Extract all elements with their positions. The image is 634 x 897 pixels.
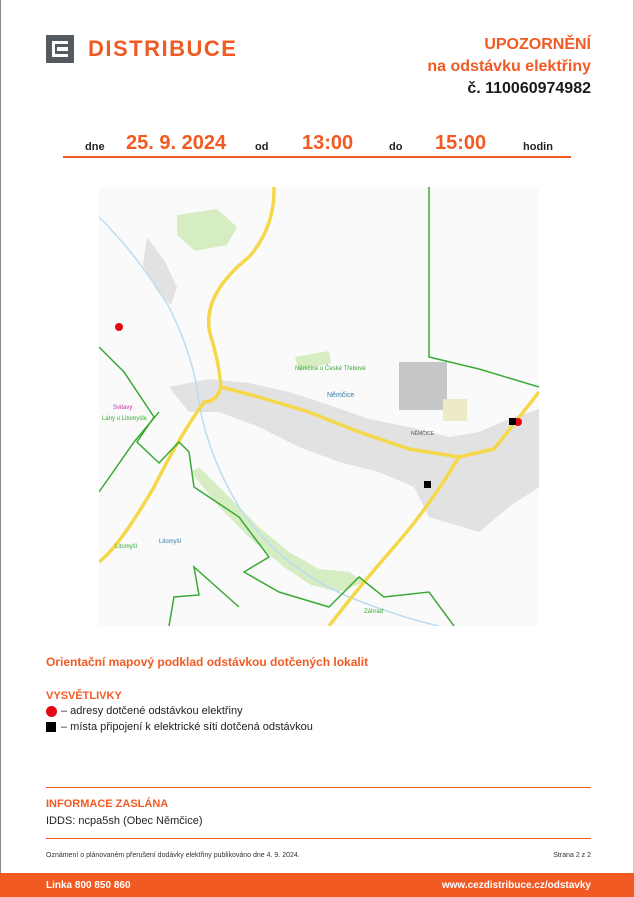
legend-item-text: – adresy dotčené odstávkou elektřiny xyxy=(61,705,243,717)
info-text: IDDS: ncpa5sh (Obec Němčice) xyxy=(46,815,203,827)
page-number: Strana 2 z 2 xyxy=(553,852,591,859)
affected-address-dot xyxy=(115,323,123,331)
map-label-street: NĚMČICE xyxy=(411,431,435,437)
map-label-zahrad: Záhraď xyxy=(364,609,384,615)
logo xyxy=(46,34,237,64)
red-dot-icon xyxy=(46,706,57,717)
boundary-line xyxy=(429,187,539,387)
legend-title: VYSVĚTLIVKY xyxy=(46,690,122,702)
website-link[interactable]: www.cezdistribuce.cz/odstavky xyxy=(441,880,591,891)
notice-number: č. 110060974982 xyxy=(467,80,591,97)
industrial-building xyxy=(399,362,447,410)
map-label-litomysl: Litomyšl xyxy=(159,539,182,545)
divider xyxy=(46,838,591,839)
footer-bar xyxy=(0,873,634,897)
divider xyxy=(46,787,591,788)
outage-to-time: 15:00 xyxy=(435,132,487,154)
legend-item xyxy=(46,705,243,717)
forest-area xyxy=(177,209,237,251)
notice-title: UPOZORNĚNÍ xyxy=(484,36,591,53)
notice-subtitle: na odstávku elektřiny xyxy=(427,58,591,75)
outage-from-time: 13:00 xyxy=(302,132,354,154)
map-caption: Orientační mapový podklad odstávkou dotčených lokalit xyxy=(46,655,369,669)
field-patch xyxy=(443,399,467,421)
hours-label: hodin xyxy=(523,141,553,153)
from-label: od xyxy=(255,141,269,153)
date-label: dne xyxy=(85,141,105,153)
boundary-line xyxy=(169,567,239,626)
map-label-svitavy: Svitavy xyxy=(113,405,133,411)
info-title: INFORMACE ZASLÁNA xyxy=(46,798,169,810)
legend-item-text: – místa připojení k elektrické síti dotčená odstávkou xyxy=(61,721,313,733)
brand-name: DISTRIBUCE xyxy=(88,36,238,61)
map-label-nemcice-cts: Němčice u České Třebové xyxy=(295,366,366,372)
to-label: do xyxy=(389,141,403,153)
map-label-nemcice: Němčice xyxy=(327,392,355,399)
map-svg xyxy=(99,187,539,626)
map-label-lany: Lány u Litomyšle xyxy=(102,416,148,422)
connection-point-square xyxy=(424,481,431,488)
outage-map xyxy=(99,187,539,626)
notice-header xyxy=(427,34,591,100)
legend-item xyxy=(46,721,313,733)
cez-logo-icon xyxy=(46,35,74,63)
green-strip xyxy=(191,467,364,592)
footnote: Oznámení o plánovaném přerušení dodávky elektřiny publikováno dne 4. 9. 2024. xyxy=(46,852,300,859)
outage-date: 25. 9. 2024 xyxy=(126,132,227,154)
map-label-litomysl: Litomyšl xyxy=(115,544,138,550)
village-north xyxy=(143,237,177,305)
outage-date-row xyxy=(63,128,571,158)
black-square-icon xyxy=(46,722,56,732)
connection-point-square xyxy=(509,418,516,425)
hotline[interactable]: Linka 800 850 860 xyxy=(46,880,131,891)
